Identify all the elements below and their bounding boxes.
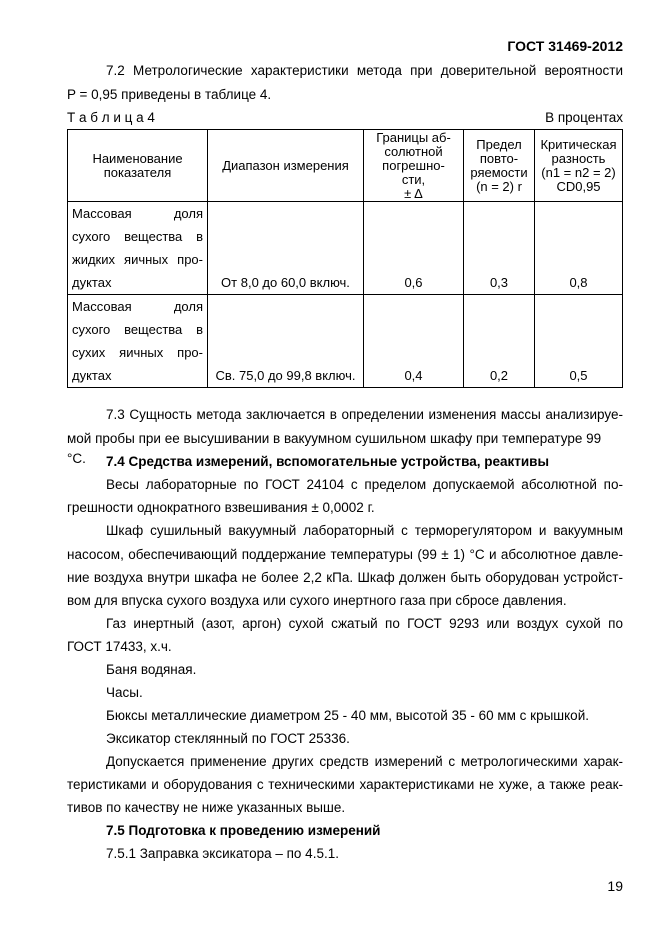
gas-line2: ГОСТ 17433, х.ч. — [67, 639, 172, 654]
th-repeatability: Предел повто- ряемости (n = 2) r — [464, 130, 535, 202]
table-caption: Т а б л и ц а 4 — [67, 110, 155, 125]
desiccator-text: Эксикатор стеклянный по ГОСТ 25336. — [106, 731, 350, 746]
row2-range: Св. 75,0 до 99,8 включ. — [208, 295, 364, 388]
metrology-table — [67, 129, 623, 388]
p72-line2: P = 0,95 приведены в таблице 4. — [67, 87, 272, 102]
row1-error: 0,6 — [364, 202, 464, 295]
water-bath-text: Баня водяная. — [106, 662, 197, 677]
p72-line1: 7.2 Метрологические характеристики метода при доверительной вероятности — [106, 63, 623, 78]
p73-line1: 7.3 Сущность метода заключается в определении изменения массы анализируе- — [106, 407, 623, 422]
table-row — [68, 202, 623, 295]
scales-line2: грешности однократного взвешивания ± 0,0002 г. — [67, 500, 375, 515]
scales-line1: Весы лабораторные по ГОСТ 24104 с пределом допускаемой абсолютной по- — [106, 477, 623, 492]
row2-error: 0,4 — [364, 295, 464, 388]
th-range: Диапазон измерения — [208, 130, 364, 202]
clock-text: Часы. — [106, 685, 143, 700]
oven-line4: вом для впуска сухого воздуха или сухого инертного газа при сбросе давления. — [67, 593, 567, 608]
th-critical-difference: Критическая разность (n1 = n2 = 2) CD0,95 — [535, 130, 623, 202]
allow-line2: теристиками и оборудования с техническими характеристиками не хуже, а также реак- — [67, 777, 623, 792]
gas-line1: Газ инертный (азот, аргон) сухой сжатый по ГОСТ 9293 или воздух сухой по — [106, 616, 623, 631]
oven-line3: ние воздуха внутри шкафа не более 2,2 кПа. Шкаф должен быть оборудован устройст- — [67, 570, 623, 585]
page-number: 19 — [607, 878, 623, 894]
row1-name: Массовая доля сухого вещества в жидких яичных про- дуктах — [68, 202, 208, 295]
row2-name: Массовая доля сухого вещества в сухих яичных про- дуктах — [68, 295, 208, 388]
row1-critical: 0,8 — [535, 202, 623, 295]
table-units: В процентах — [545, 110, 623, 125]
oven-line1: Шкаф сушильный вакуумный лабораторный с терморегулятором и вакуумным — [106, 523, 623, 538]
row1-range: От 8,0 до 60,0 включ. — [208, 202, 364, 295]
allow-line3: тивов по качеству не ниже указанных выше. — [67, 800, 346, 815]
bottles-text: Бюксы металлические диаметром 25 - 40 мм, высотой 35 - 60 мм с крышкой. — [106, 708, 589, 723]
section-7-4-heading: 7.4 Средства измерений, вспомогательные устройства, реактивы — [106, 454, 549, 469]
th-name: Наименование показателя — [68, 130, 208, 202]
oven-line2: насосом, обеспечивающий поддержание температуры (99 ± 1) °С и абсолютное давле- — [67, 547, 623, 562]
row1-repeatability: 0,3 — [464, 202, 535, 295]
p73-line2: мой пробы при ее высушивании в вакуумном сушильном шкафу при температуре 99 °С. — [67, 431, 602, 466]
row2-repeatability: 0,2 — [464, 295, 535, 388]
allow-line1: Допускается применение других средств измерений с метрологическими харак- — [106, 754, 623, 769]
p751-text: 7.5.1 Заправка эксикатора – по 4.5.1. — [106, 846, 339, 861]
th-error: Границы аб- солютной погрешно- сти, ± Δ — [364, 130, 464, 202]
table-header-row — [68, 130, 623, 202]
table-row — [68, 295, 623, 388]
row2-critical: 0,5 — [535, 295, 623, 388]
document-header: ГОСТ 31469-2012 — [507, 38, 623, 54]
section-7-5-heading: 7.5 Подготовка к проведению измерений — [106, 823, 381, 838]
